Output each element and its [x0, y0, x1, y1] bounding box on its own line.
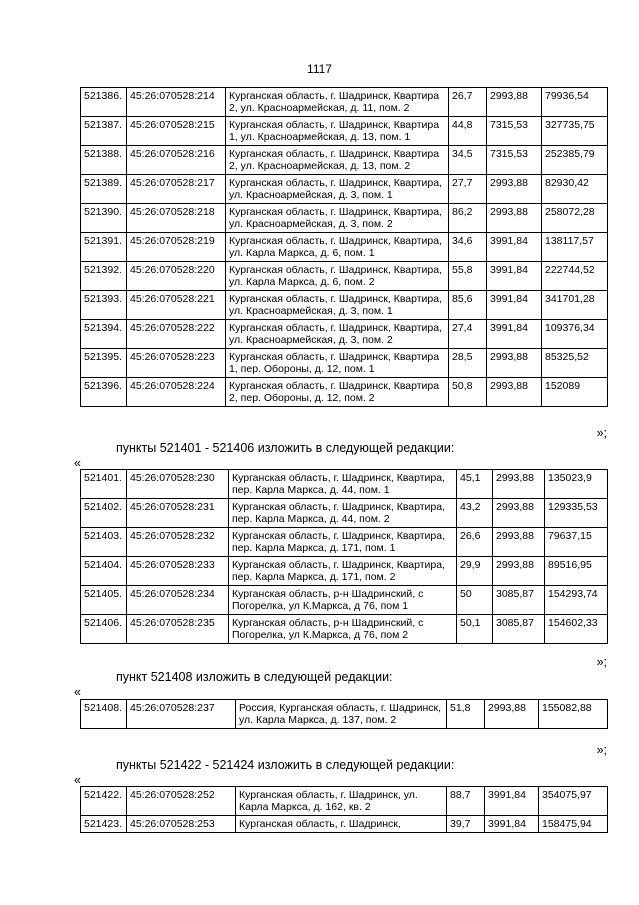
cadastral-value-cell: 152089 — [542, 378, 608, 407]
address-cell: Курганская область, г. Шадринск, Квартира, ул. Красноармейская, д. 3, пом. 1 — [226, 291, 449, 320]
cadastral-number-cell: 45:26:070528:234 — [127, 586, 229, 615]
address-cell: Курганская область, г. Шадринск, Квартира, пер. Карла Маркса, д. 171, пом. 2 — [229, 557, 457, 586]
cadastral-value-cell: 154293,74 — [545, 586, 608, 615]
area-cell: 44,8 — [449, 117, 487, 146]
address-cell: Курганская область, г. Шадринск, Квартира, ул. Карла Маркса, д. 6, пом. 1 — [226, 233, 449, 262]
row-number-cell: 521391. — [81, 233, 127, 262]
address-cell: Курганская область, г. Шадринск, Квартира, пер. Карла Маркса, д. 44, пом. 2 — [229, 499, 457, 528]
cadastral-value-cell: 154602,33 — [545, 615, 608, 644]
address-cell: Курганская область, г. Шадринск, Квартира 1, пер. Обороны, д. 12, пом. 1 — [226, 349, 449, 378]
cadastral-number-cell: 45:26:070528:215 — [127, 117, 226, 146]
price-per-sqm-cell: 2993,88 — [487, 175, 542, 204]
page-number: 1117 — [307, 62, 332, 76]
closing-quote: »; — [596, 426, 607, 440]
address-cell: Курганская область, р-н Шадринский, с Погорелка, ул К.Маркса, д 76, пом 1 — [229, 586, 457, 615]
cadastral-value-cell: 129335,53 — [545, 499, 608, 528]
opening-quote: « — [74, 773, 81, 787]
cadastral-value-cell: 222744,52 — [542, 262, 608, 291]
cadastral-value-cell: 155082,88 — [539, 700, 608, 729]
cadastral-number-cell: 45:26:070528:231 — [127, 499, 229, 528]
cadastral-value-cell: 327735,75 — [542, 117, 608, 146]
price-per-sqm-cell: 3991,84 — [487, 291, 542, 320]
cadastral-value-cell: 89516,95 — [545, 557, 608, 586]
price-per-sqm-cell: 3991,84 — [487, 320, 542, 349]
area-cell: 27,4 — [449, 320, 487, 349]
table-row — [81, 586, 608, 615]
cadastral-value-cell: 109376,34 — [542, 320, 608, 349]
cadastral-value-cell: 82930,42 — [542, 175, 608, 204]
cadastral-number-cell: 45:26:070528:235 — [127, 615, 229, 644]
area-cell: 86,2 — [449, 204, 487, 233]
cadastral-value-cell: 341701,28 — [542, 291, 608, 320]
area-cell: 50,8 — [449, 378, 487, 407]
cadastral-number-cell: 45:26:070528:216 — [127, 146, 226, 175]
price-per-sqm-cell: 2993,88 — [493, 528, 545, 557]
closing-quote: »; — [596, 655, 607, 669]
area-cell: 27,7 — [449, 175, 487, 204]
row-number-cell: 521387. — [81, 117, 127, 146]
table-row — [81, 470, 608, 499]
area-cell: 88,7 — [447, 787, 485, 816]
price-per-sqm-cell: 2993,88 — [493, 470, 545, 499]
cadastral-number-cell: 45:26:070528:223 — [127, 349, 226, 378]
area-cell: 50 — [457, 586, 493, 615]
address-cell: Курганская область, г. Шадринск, Квартира, ул. Красноармейская, д. 3, пом. 2 — [226, 204, 449, 233]
property-table-3 — [80, 699, 608, 729]
cadastral-number-cell: 45:26:070528:232 — [127, 528, 229, 557]
area-cell: 26,7 — [449, 88, 487, 117]
address-cell: Курганская область, г. Шадринск, Квартира, ул. Карла Маркса, д. 6, пом. 2 — [226, 262, 449, 291]
cadastral-value-cell: 158475,94 — [539, 816, 608, 833]
cadastral-number-cell: 45:26:070528:252 — [127, 787, 236, 816]
amendment-paragraph: пункт 521408 изложить в следующей редакции: — [116, 670, 393, 684]
cadastral-value-cell: 252385,79 — [542, 146, 608, 175]
row-number-cell: 521396. — [81, 378, 127, 407]
address-cell: Курганская область, г. Шадринск, ул. Карла Маркса, д. 162, кв. 2 — [236, 787, 447, 816]
amendment-paragraph: пункты 521422 - 521424 изложить в следующей редакции: — [116, 758, 455, 772]
row-number-cell: 521422. — [81, 787, 127, 816]
table-row — [81, 175, 608, 204]
address-cell: Курганская область, г. Шадринск, Квартира, пер. Карла Маркса, д. 171, пом. 1 — [229, 528, 457, 557]
row-number-cell: 521392. — [81, 262, 127, 291]
table-row — [81, 615, 608, 644]
row-number-cell: 521395. — [81, 349, 127, 378]
cadastral-number-cell: 45:26:070528:224 — [127, 378, 226, 407]
area-cell: 50,1 — [457, 615, 493, 644]
area-cell: 51,8 — [447, 700, 485, 729]
area-cell: 26,6 — [457, 528, 493, 557]
cadastral-number-cell: 45:26:070528:219 — [127, 233, 226, 262]
cadastral-value-cell: 79637,15 — [545, 528, 608, 557]
property-table-1 — [80, 87, 608, 407]
cadastral-value-cell: 354075,97 — [539, 787, 608, 816]
table-row — [81, 528, 608, 557]
cadastral-value-cell: 79936,54 — [542, 88, 608, 117]
row-number-cell: 521389. — [81, 175, 127, 204]
cadastral-number-cell: 45:26:070528:220 — [127, 262, 226, 291]
row-number-cell: 521402. — [81, 499, 127, 528]
table-row — [81, 378, 608, 407]
row-number-cell: 521404. — [81, 557, 127, 586]
cadastral-number-cell: 45:26:070528:214 — [127, 88, 226, 117]
opening-quote: « — [74, 456, 81, 470]
row-number-cell: 521406. — [81, 615, 127, 644]
row-number-cell: 521403. — [81, 528, 127, 557]
area-cell: 34,5 — [449, 146, 487, 175]
price-per-sqm-cell: 3085,87 — [493, 615, 545, 644]
address-cell: Курганская область, г. Шадринск, Квартира 2, ул. Красноармейская, д. 11, пом. 2 — [226, 88, 449, 117]
address-cell: Курганская область, г. Шадринск, Квартира, пер. Карла Маркса, д. 44, пом. 1 — [229, 470, 457, 499]
address-cell: Курганская область, г. Шадринск, Квартира, ул. Красноармейская, д. 3, пом. 2 — [226, 320, 449, 349]
area-cell: 29,9 — [457, 557, 493, 586]
opening-quote: « — [74, 685, 81, 699]
address-cell: Курганская область, г. Шадринск, Квартира 1, ул. Красноармейская, д. 13, пом. 1 — [226, 117, 449, 146]
price-per-sqm-cell: 3991,84 — [487, 262, 542, 291]
row-number-cell: 521388. — [81, 146, 127, 175]
table-row — [81, 557, 608, 586]
price-per-sqm-cell: 2993,88 — [487, 349, 542, 378]
table-row — [81, 787, 608, 816]
address-cell: Россия, Курганская область, г. Шадринск, ул. Карла Маркса, д. 137, пом. 2 — [236, 700, 447, 729]
cadastral-value-cell: 135023,9 — [545, 470, 608, 499]
price-per-sqm-cell: 2993,88 — [487, 378, 542, 407]
cadastral-number-cell: 45:26:070528:230 — [127, 470, 229, 499]
price-per-sqm-cell: 2993,88 — [487, 88, 542, 117]
row-number-cell: 521390. — [81, 204, 127, 233]
area-cell: 55,8 — [449, 262, 487, 291]
address-cell: Курганская область, г. Шадринск, Квартира 2, пер. Обороны, д. 12, пом. 2 — [226, 378, 449, 407]
price-per-sqm-cell: 3991,84 — [485, 816, 539, 833]
table-row — [81, 233, 608, 262]
cadastral-value-cell: 138117,57 — [542, 233, 608, 262]
table-row — [81, 146, 608, 175]
price-per-sqm-cell: 3991,84 — [487, 233, 542, 262]
price-per-sqm-cell: 7315,53 — [487, 117, 542, 146]
row-number-cell: 521405. — [81, 586, 127, 615]
row-number-cell: 521423. — [81, 816, 127, 833]
price-per-sqm-cell: 3085,87 — [493, 586, 545, 615]
area-cell: 85,6 — [449, 291, 487, 320]
property-table-4 — [80, 786, 608, 833]
price-per-sqm-cell: 2993,88 — [493, 557, 545, 586]
closing-quote: »; — [596, 743, 607, 757]
row-number-cell: 521386. — [81, 88, 127, 117]
area-cell: 39,7 — [447, 816, 485, 833]
area-cell: 34,6 — [449, 233, 487, 262]
table-row — [81, 291, 608, 320]
price-per-sqm-cell: 2993,88 — [487, 204, 542, 233]
price-per-sqm-cell: 3991,84 — [485, 787, 539, 816]
table-row — [81, 499, 608, 528]
table-row — [81, 117, 608, 146]
area-cell: 45,1 — [457, 470, 493, 499]
cadastral-number-cell: 45:26:070528:218 — [127, 204, 226, 233]
amendment-paragraph: пункты 521401 - 521406 изложить в следующей редакции: — [116, 441, 455, 455]
area-cell: 43,2 — [457, 499, 493, 528]
table-row — [81, 349, 608, 378]
address-cell: Курганская область, г. Шадринск, — [236, 816, 447, 833]
address-cell: Курганская область, г. Шадринск, Квартира 2, ул. Красноармейская, д. 13, пом. 2 — [226, 146, 449, 175]
area-cell: 28,5 — [449, 349, 487, 378]
address-cell: Курганская область, р-н Шадринский, с Погорелка, ул К.Маркса, д 76, пом 2 — [229, 615, 457, 644]
table-row — [81, 816, 608, 833]
price-per-sqm-cell: 2993,88 — [493, 499, 545, 528]
row-number-cell: 521394. — [81, 320, 127, 349]
address-cell: Курганская область, г. Шадринск, Квартира, ул. Красноармейская, д. 3, пом. 1 — [226, 175, 449, 204]
table-row — [81, 204, 608, 233]
row-number-cell: 521408. — [81, 700, 127, 729]
cadastral-number-cell: 45:26:070528:237 — [127, 700, 236, 729]
cadastral-number-cell: 45:26:070528:221 — [127, 291, 226, 320]
table-row — [81, 320, 608, 349]
cadastral-number-cell: 45:26:070528:222 — [127, 320, 226, 349]
cadastral-number-cell: 45:26:070528:217 — [127, 175, 226, 204]
cadastral-value-cell: 85325,52 — [542, 349, 608, 378]
price-per-sqm-cell: 7315,53 — [487, 146, 542, 175]
cadastral-number-cell: 45:26:070528:233 — [127, 557, 229, 586]
cadastral-value-cell: 258072,28 — [542, 204, 608, 233]
row-number-cell: 521401. — [81, 470, 127, 499]
table-row — [81, 88, 608, 117]
property-table-2 — [80, 469, 608, 644]
table-row — [81, 262, 608, 291]
cadastral-number-cell: 45:26:070528:253 — [127, 816, 236, 833]
row-number-cell: 521393. — [81, 291, 127, 320]
table-row — [81, 700, 608, 729]
price-per-sqm-cell: 2993,88 — [485, 700, 539, 729]
